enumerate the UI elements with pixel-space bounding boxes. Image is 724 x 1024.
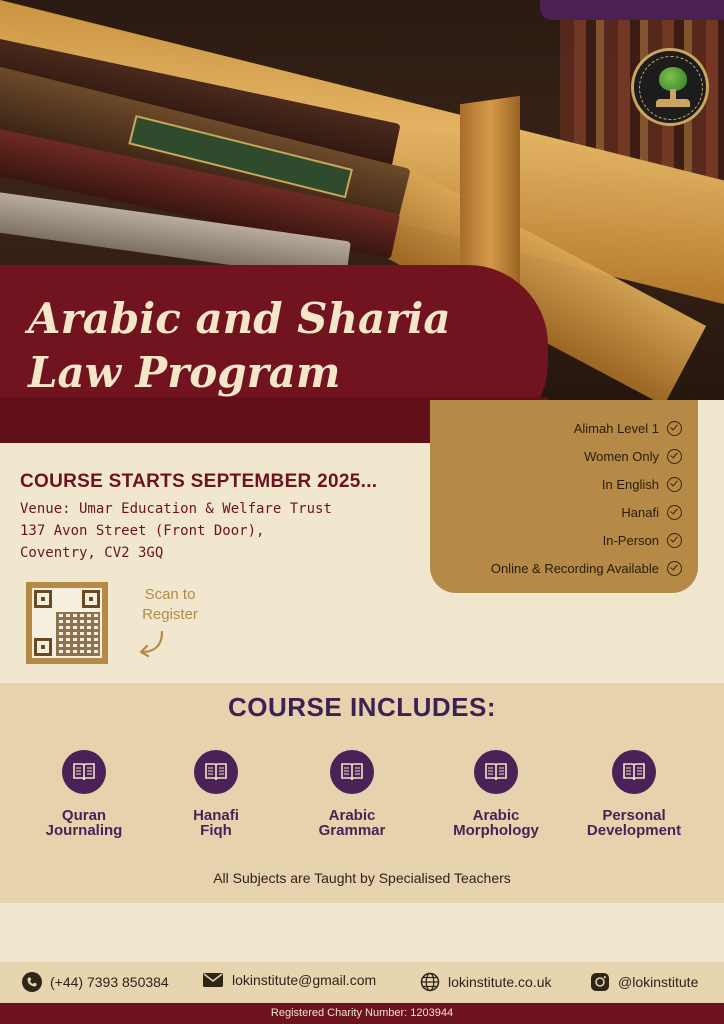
book-icon: [62, 750, 106, 794]
check-circle-icon: [667, 505, 682, 520]
title-line-2: Law Program: [28, 348, 341, 397]
course-start-date: COURSE STARTS SEPTEMBER 2025...: [20, 471, 378, 492]
check-circle-icon: [667, 561, 682, 576]
feature-item: Women Only: [584, 449, 682, 464]
subject-personal-development: Personal Development: [564, 750, 704, 838]
course-includes-title: COURSE INCLUDES:: [227, 692, 496, 722]
book-icon: [330, 750, 374, 794]
contact-website[interactable]: lokinstitute.co.uk: [420, 972, 552, 992]
top-accent-strip: [540, 0, 724, 20]
program-title: [28, 292, 528, 400]
phone-icon: [22, 972, 42, 992]
contact-instagram[interactable]: @lokinstitute: [590, 972, 698, 992]
contact-phone[interactable]: (+44) 7393 850384: [22, 972, 169, 992]
email-icon: [202, 972, 224, 988]
feature-item: Alimah Level 1: [574, 421, 682, 436]
feature-item: Online & Recording Available: [491, 561, 682, 576]
open-book-icon: [656, 99, 690, 107]
book-icon: [194, 750, 238, 794]
venue-address: Venue: Umar Education & Welfare Trust 137 Avon Street (Front Door), Coventry, CV2 3GQ: [20, 501, 332, 561]
title-line-1: Arabic and Sharia: [28, 294, 451, 343]
institute-logo: [631, 48, 709, 126]
contact-email[interactable]: lokinstitute@gmail.com: [202, 972, 376, 988]
check-circle-icon: [667, 477, 682, 492]
book-icon: [612, 750, 656, 794]
subject-arabic-grammar: Arabic Grammar: [282, 750, 422, 838]
charity-number: Registered Charity Number: 1203944: [0, 1003, 724, 1024]
scan-to-register-text: Scan to Register: [142, 586, 198, 623]
instagram-icon: [590, 972, 610, 992]
book-icon: [474, 750, 518, 794]
check-circle-icon: [667, 533, 682, 548]
feature-item: Hanafi: [621, 505, 682, 520]
teachers-note: All Subjects are Taught by Specialised Teachers: [213, 870, 511, 886]
check-circle-icon: [667, 421, 682, 436]
feature-item: In English: [602, 477, 682, 492]
curved-arrow-icon: [136, 628, 166, 658]
subject-hanafi-fiqh: Hanafi Fiqh: [146, 750, 286, 838]
globe-icon: [420, 972, 440, 992]
check-circle-icon: [667, 449, 682, 464]
subject-quran-journaling: Quran Journaling: [14, 750, 154, 838]
register-qr-code[interactable]: [26, 582, 108, 664]
feature-item: In-Person: [603, 533, 682, 548]
tree-icon: [659, 67, 687, 91]
subject-arabic-morphology: Arabic Morphology: [426, 750, 566, 838]
